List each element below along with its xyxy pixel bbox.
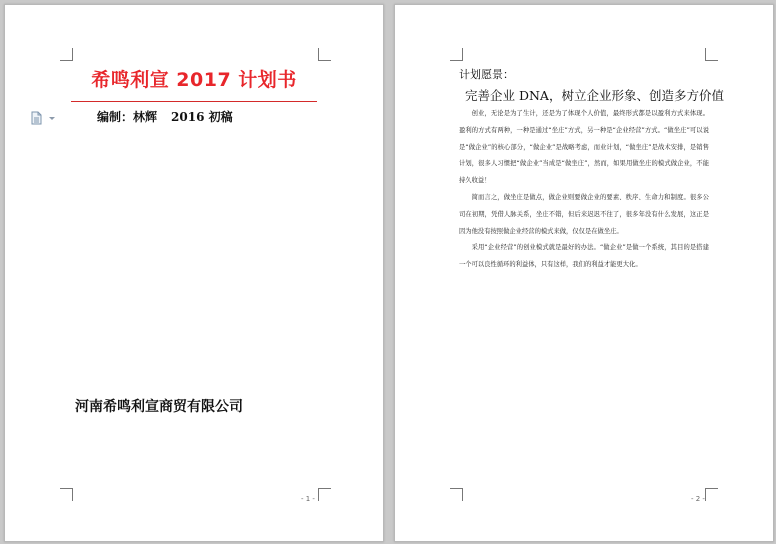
vision-body: [459, 106, 709, 274]
vision-heading: 计划愿景：: [459, 68, 514, 81]
body-paragraph: 简而言之，做坐庄是做点，做企业则要做企业的要素、秩序、生命力和制度。很多公司在初期，凭借人脉关系，坐庄不错，但后来迟迟不往了，很多年没有什么发展，这正是因为他没有按照做企业经营的模式来做，仅仅是在做坐庄。: [459, 193, 709, 235]
title-divider: [71, 101, 317, 102]
vision-subtitle: 完善企业 DNA，树立企业形象、创造多方价值: [465, 88, 724, 103]
crop-mark-bottom-left: [450, 488, 463, 501]
compiler-line: [97, 108, 233, 125]
body-paragraph: 采用“企业经营”的创业模式就是最好的办法。“做企业”是做一个系统，其目的是搭建一个可以良性循环的利益体，只有这样，我们的利益才能更大化。: [459, 244, 709, 269]
crop-mark-top-right: [318, 48, 331, 61]
compiler-label: 编制：林辉: [97, 110, 158, 124]
page-2: [394, 4, 774, 542]
document-options-icon[interactable]: [30, 110, 60, 124]
crop-mark-top-right: [705, 48, 718, 61]
crop-mark-top-left: [450, 48, 463, 61]
crop-mark-bottom-right: [705, 488, 718, 501]
crop-mark-bottom-left: [60, 488, 73, 501]
page-1: [4, 4, 384, 542]
page-number: - 2 -: [691, 495, 705, 503]
company-name: 河南希鸣利宣商贸有限公司: [75, 399, 243, 415]
draft-label: 2016 初稿: [171, 110, 233, 124]
page-number: - 1 -: [301, 495, 315, 503]
crop-mark-bottom-right: [318, 488, 331, 501]
crop-mark-top-left: [60, 48, 73, 61]
body-paragraph: 创业，无论是为了生计，还是为了体现个人价值，最终形式都是以盈利方式来体现。盈利的方式有两种，一种是通过“坐庄”方式，另一种是“企业经营”方式。“做坐庄”可以说是“做企业”的核心部分，“做企业”是战略考虑，而业计划，“做坐庄”是战术安排，是销售计划，很多人习惯把“做企业”当成是“做坐庄”，然而，如果用做坐庄的模式做企业，不能持久收益！: [459, 110, 709, 185]
plan-title: 希鸣利宣 2017 计划书: [91, 69, 297, 91]
